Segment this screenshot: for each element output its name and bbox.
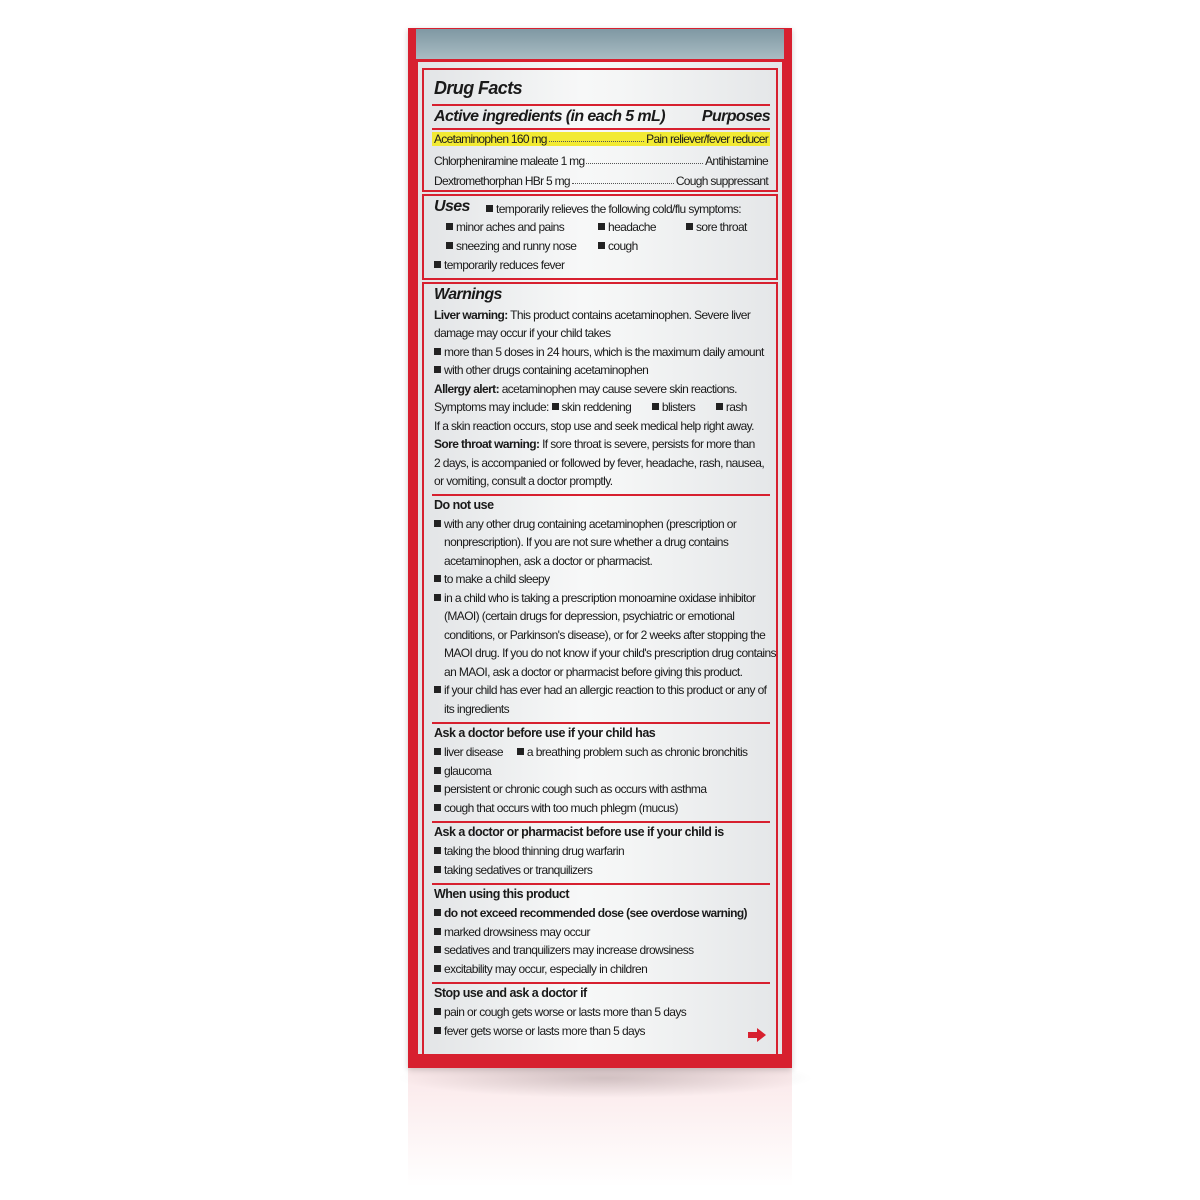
- liver-warning-line: Liver warning: This product contains acetaminophen. Severe liver: [434, 308, 751, 322]
- bullet-icon: [434, 748, 441, 755]
- bullet-icon: [517, 748, 524, 755]
- warning-bullet: fever gets worse or lasts more than 5 days: [434, 1022, 768, 1041]
- do-not-use-title: Do not use: [434, 498, 494, 512]
- ingredient-row: [434, 154, 768, 168]
- use-item: sore throat: [686, 218, 768, 237]
- warning-bullet: in a child who is taking a prescription monoamine oxidase inhibitor: [434, 589, 768, 608]
- warning-line: MAOI drug. If you do not know if your child's prescription drug contains: [444, 646, 776, 660]
- divider: [432, 883, 770, 885]
- box-top-flap: [416, 29, 784, 59]
- warning-line: nonprescription). If you are not sure whether a drug contains: [444, 535, 729, 549]
- stop-use-title: Stop use and ask a doctor if: [434, 986, 587, 1000]
- bullet-icon: [486, 205, 493, 212]
- bullet-icon: [434, 847, 441, 854]
- ingredient-name: Acetaminophen 160 mg: [434, 132, 547, 146]
- ingredient-purpose: Pain reliever/fever reducer: [646, 132, 768, 146]
- bullet-icon: [434, 575, 441, 582]
- use-item: temporarily reduces fever: [434, 256, 768, 275]
- warning-bullet: liver disease a breathing problem such as chronic bronchitis: [434, 743, 768, 762]
- warning-bullet: glaucoma: [434, 762, 768, 781]
- ingredient-purpose: Cough suppressant: [675, 174, 768, 188]
- bullet-icon: [434, 261, 441, 268]
- ask-doctor-title: Ask a doctor before use if your child has: [434, 726, 656, 740]
- use-item: headache: [598, 218, 768, 237]
- bullet-icon: [652, 403, 659, 410]
- warning-bullet: to make a child sleepy: [434, 570, 768, 589]
- arrow-right-icon: [748, 1028, 766, 1042]
- uses-intro: temporarily relieves the following cold/flu symptoms:: [486, 200, 768, 219]
- bullet-icon: [434, 1008, 441, 1015]
- warnings-section: [422, 282, 778, 1054]
- bullet-icon: [434, 767, 441, 774]
- bullet-icon: [446, 223, 453, 230]
- use-item: sneezing and runny nose: [446, 237, 768, 256]
- bullet-icon: [434, 928, 441, 935]
- bullet-icon: [434, 686, 441, 693]
- uses-title: Uses: [434, 198, 470, 215]
- drug-facts-title: Drug Facts: [434, 78, 523, 98]
- warning-bullet: sedatives and tranquilizers may increase drowsiness: [434, 941, 768, 960]
- when-using-title: When using this product: [434, 887, 570, 901]
- warning-bullet: persistent or chronic cough such as occurs with asthma: [434, 780, 768, 799]
- warning-line: acetaminophen, ask a doctor or pharmacist.: [444, 554, 653, 568]
- ingredient-row: [434, 174, 768, 188]
- dot-leader: [549, 132, 644, 142]
- bullet-icon: [434, 866, 441, 873]
- uses-section: [422, 194, 778, 280]
- warning-line: If a skin reaction occurs, stop use and seek medical help right away.: [434, 419, 754, 433]
- ingredient-name: Dextromethorphan HBr 5 mg: [434, 174, 570, 188]
- bullet-icon: [446, 242, 453, 249]
- bullet-icon: [434, 366, 441, 373]
- bullet-icon: [686, 223, 693, 230]
- drug-facts-panel: [418, 62, 782, 1054]
- bullet-icon: [434, 804, 441, 811]
- warning-bullet: pain or cough gets worse or lasts more than 5 days: [434, 1003, 768, 1022]
- dot-leader: [586, 154, 703, 164]
- bullet-icon: [598, 242, 605, 249]
- box-reflection: [408, 1068, 792, 1188]
- divider: [432, 494, 770, 496]
- warning-line: an MAOI, ask a doctor or pharmacist before giving this product.: [444, 665, 743, 679]
- divider: [432, 821, 770, 823]
- warning-line: or vomiting, consult a doctor promptly.: [434, 474, 613, 488]
- warning-bullet: do not exceed recommended dose (see overdose warning): [434, 904, 768, 923]
- warning-bullet: taking the blood thinning drug warfarin: [434, 842, 768, 861]
- warning-bullet: excitability may occur, especially in children: [434, 960, 768, 979]
- warning-line: its ingredients: [444, 702, 510, 716]
- use-item: cough: [598, 237, 768, 256]
- bullet-icon: [434, 946, 441, 953]
- warnings-title: Warnings: [434, 286, 502, 303]
- bullet-icon: [434, 520, 441, 527]
- warning-line: conditions, or Parkinson's disease), or for 2 weeks after stopping the: [444, 628, 766, 642]
- symptoms-line: Symptoms may include: skin reddening blisters rash: [434, 400, 747, 414]
- divider: [432, 104, 770, 106]
- ingredient-purpose: Antihistamine: [705, 154, 768, 168]
- bullet-icon: [552, 403, 559, 410]
- warning-line: 2 days, is accompanied or followed by fever, headache, rash, nausea,: [434, 456, 765, 470]
- use-item: minor aches and pains: [446, 218, 768, 237]
- warning-bullet: marked drowsiness may occur: [434, 923, 768, 942]
- bullet-icon: [434, 348, 441, 355]
- warning-bullet: if your child has ever had an allergic reaction to this product or any of: [434, 681, 768, 700]
- bullet-icon: [434, 909, 441, 916]
- warning-bullet: with other drugs containing acetaminophen: [434, 361, 768, 380]
- ingredients-header: [434, 108, 770, 126]
- ingredient-name: Chlorpheniramine maleate 1 mg: [434, 154, 585, 168]
- active-ingredients-section: [422, 68, 778, 192]
- bullet-icon: [716, 403, 723, 410]
- warning-bullet: more than 5 doses in 24 hours, which is the maximum daily amount: [434, 343, 768, 362]
- bullet-icon: [434, 785, 441, 792]
- divider: [432, 722, 770, 724]
- divider: [432, 982, 770, 984]
- sore-throat-line: Sore throat warning: If sore throat is severe, persists for more than: [434, 437, 755, 451]
- bullet-icon: [434, 1027, 441, 1034]
- ingredient-row: [432, 132, 770, 146]
- warning-line: damage may occur if your child takes: [434, 326, 611, 340]
- bullet-icon: [434, 594, 441, 601]
- bullet-icon: [434, 965, 441, 972]
- active-ingredients-label: Active ingredients (in each 5 mL): [434, 108, 665, 125]
- allergy-alert-line: Allergy alert: acetaminophen may cause severe skin reactions.: [434, 382, 737, 396]
- purposes-label: Purposes: [701, 108, 770, 125]
- dot-leader: [572, 174, 674, 184]
- bullet-icon: [598, 223, 605, 230]
- warning-bullet: taking sedatives or tranquilizers: [434, 861, 768, 880]
- warning-line: (MAOI) (certain drugs for depression, psychiatric or emotional: [444, 609, 735, 623]
- warning-bullet: with any other drug containing acetaminophen (prescription or: [434, 515, 768, 534]
- divider: [432, 128, 770, 130]
- warning-bullet: cough that occurs with too much phlegm (mucus): [434, 799, 768, 818]
- ask-pharmacist-title: Ask a doctor or pharmacist before use if your child is: [434, 825, 724, 839]
